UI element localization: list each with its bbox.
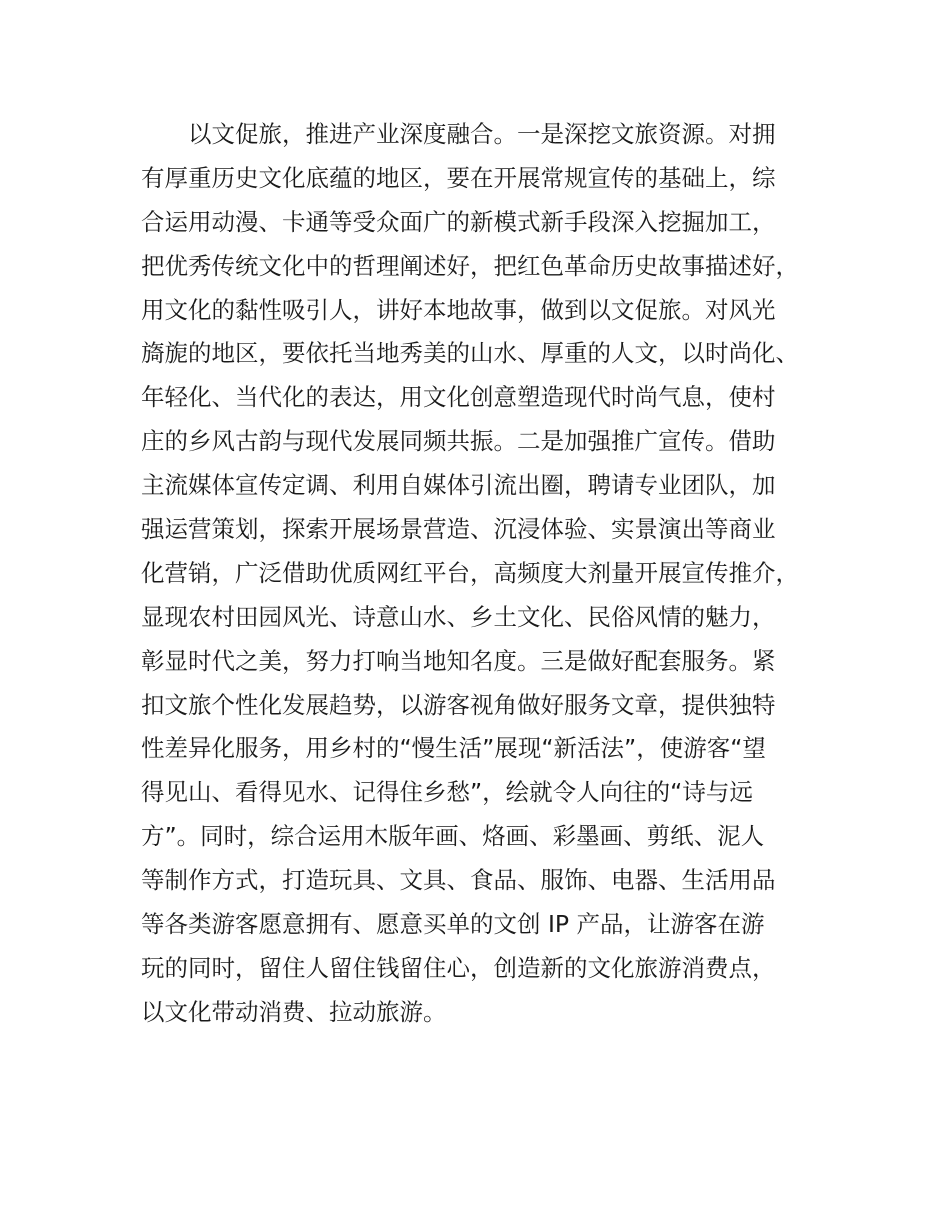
paragraph-line: 庄的乡风古韵与现代发展同频共振。二是加强推广宣传。借助: [141, 427, 776, 456]
paragraph-line: 以文化带动消费、拉动旅游。: [141, 997, 447, 1026]
paragraph-line: 扣文旅个性化发展趋势，以游客视角做好服务文章，提供独特: [141, 690, 776, 719]
paragraph-line: 显现农村田园风光、诗意山水、乡土文化、民俗风情的魅力，: [141, 602, 776, 631]
paragraph-line: 旖旎的地区，要依托当地秀美的山水、厚重的人文，以时尚化、: [141, 339, 799, 368]
paragraph-line: 化营销，广泛借助优质网红平台，高频度大剂量开展宣传推介，: [141, 558, 799, 587]
paragraph-line: 得见山、看得见水、记得住乡愁”，绘就令人向往的“诗与远: [141, 778, 753, 807]
paragraph-line: 有厚重历史文化底蕴的地区，要在开展常规宣传的基础上，综: [141, 163, 776, 192]
paragraph-line: 等制作方式，打造玩具、文具、食品、服饰、电器、生活用品: [141, 866, 776, 895]
paragraph-line: 把优秀传统文化中的哲理阐述好，把红色革命历史故事描述好，: [141, 251, 799, 280]
paragraph-line: 合运用动漫、卡通等受众面广的新模式新手段深入挖掘加工，: [141, 207, 776, 236]
paragraph-line: 主流媒体宣传定调、利用自媒体引流出圈，聘请专业团队，加: [141, 471, 776, 500]
paragraph-line: 玩的同时，留住人留住钱留住心，创造新的文化旅游消费点，: [141, 953, 776, 982]
paragraph-line: 彰显时代之美，努力打响当地知名度。三是做好配套服务。紧: [141, 646, 776, 675]
paragraph-line: 用文化的黏性吸引人，讲好本地故事，做到以文促旅。对风光: [141, 295, 776, 324]
paragraph-line: 等各类游客愿意拥有、愿意买单的文创 IP 产品，让游客在游: [141, 910, 765, 939]
paragraph-line: 性差异化服务，用乡村的“慢生活”展现“新活法”，使游客“望: [141, 734, 766, 763]
paragraph-line: 年轻化、当代化的表达，用文化创意塑造现代时尚气息，使村: [141, 383, 776, 412]
paragraph-line: 方”。同时，综合运用木版年画、烙画、彩墨画、剪纸、泥人: [141, 822, 765, 851]
paragraph-line: 强运营策划，探索开展场景营造、沉浸体验、实景演出等商业: [141, 515, 776, 544]
paragraph-line: 以文促旅，推进产业深度融合。一是深挖文旅资源。对拥: [188, 120, 776, 148]
body-paragraph: [141, 113, 841, 1035]
